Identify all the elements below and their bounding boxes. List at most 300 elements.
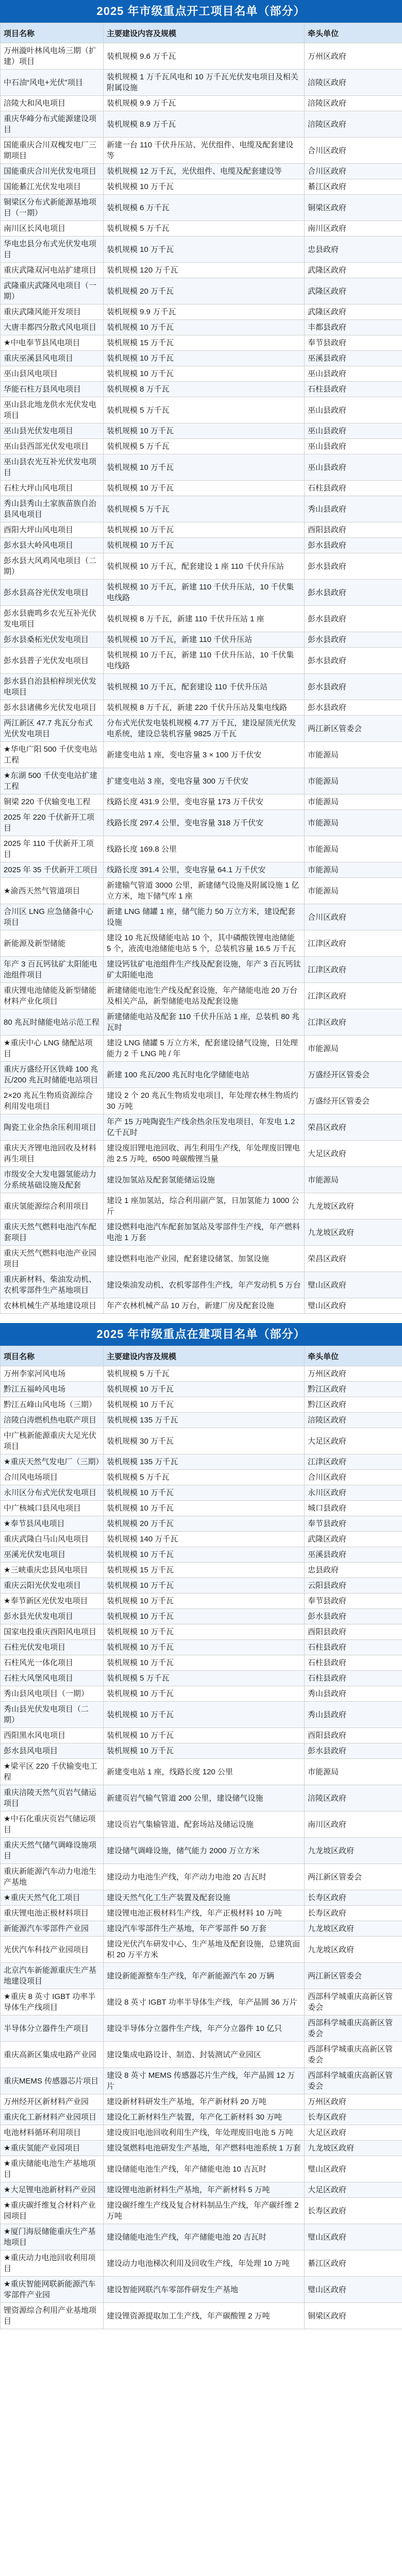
content-cell: 新建一台 110 千伏升压站、光伏组件、电缆及配套建设等 [104, 138, 305, 164]
project-name-cell: 重庆天然气燃料电池产业园项目 [1, 1246, 104, 1272]
table-row [1, 768, 402, 794]
project-name-cell: 国家电投重庆酉阳风电项目 [1, 1624, 104, 1640]
content-cell: 装机规模 10 万千瓦 [104, 423, 305, 439]
project-name-cell: 万州漩叶林风电场三期（扩建）项目 [1, 43, 104, 70]
project-name-cell: 重庆氢能源综合利用项目 [1, 1193, 104, 1219]
content-cell: 建设氢燃料电池研发生产基地，年产燃料电池系统 1 万套 [104, 2141, 305, 2156]
lead-unit-cell: 大足区政府 [305, 1141, 402, 1167]
content-cell: 装机规模 140 万千瓦 [104, 1532, 305, 1547]
lead-unit-cell: 忠县政府 [305, 236, 402, 263]
table-row [1, 335, 402, 351]
table-row [1, 2141, 402, 2156]
lead-unit-cell: 九龙坡区政府 [305, 1219, 402, 1246]
lead-unit-cell: 市能源局 [305, 768, 402, 794]
project-name-cell: 中石油“风电+光伏”项目 [1, 70, 104, 96]
content-cell: 分布式光伏发电装机规模 4.77 万千瓦，建设屋顶光伏发电系统，建设总装机容量 9825 万千瓦 [104, 716, 305, 742]
table-row [1, 1728, 402, 1743]
project-name-cell: 2025 年 110 千伏新开工项目 [1, 836, 104, 862]
project-name-cell: 合川风电场项目 [1, 1470, 104, 1485]
content-cell: 装机规模 135 万千瓦 [104, 1454, 305, 1470]
table-row [1, 1397, 402, 1413]
lead-unit-cell: 彭水县政府 [305, 700, 402, 716]
project-name-cell: 年产 3 百瓦钙钛矿太阳能电池组件项目 [1, 957, 104, 983]
project-name-cell: 秀山县风电项目（一期） [1, 1686, 104, 1702]
table-row [1, 1246, 402, 1272]
lead-unit-cell: 黔江区政府 [305, 1382, 402, 1397]
lead-unit-cell: 荣昌区政府 [305, 1114, 402, 1141]
project-name-cell: 黔江五福岭风电场 [1, 1382, 104, 1397]
project-name-cell: 万州经开区新材料产业园 [1, 2094, 104, 2110]
content-cell: 装机规模 10 万千瓦 [104, 1594, 305, 1609]
project-name-cell: 重庆天然气燃料电池汽车配套项目 [1, 1219, 104, 1246]
table-row [1, 1743, 402, 1759]
content-cell: 建设锂电池正极材料生产线，年产正极材料 10 万吨 [104, 1906, 305, 1921]
table-row [1, 2068, 402, 2094]
project-name-cell: 中广核城口县风电项目 [1, 1501, 104, 1516]
lead-unit-cell: 九龙坡区政府 [305, 1921, 402, 1937]
lead-unit-cell: 市能源局 [305, 1759, 402, 1785]
table-row [1, 1532, 402, 1547]
table-row [1, 1989, 402, 2015]
content-cell: 装机规模 10 万千瓦 [104, 1640, 305, 1655]
project-name-cell: 万州李家河风电场 [1, 1366, 104, 1382]
project-name-cell: ★梁平区 220 千伏输变电工程 [1, 1759, 104, 1785]
project-name-cell: 彭水县自治县柏梓坝光伏发电项目 [1, 674, 104, 700]
content-cell: 装机规模 8.9 万千瓦 [104, 111, 305, 138]
table-row [1, 1624, 402, 1640]
content-cell: 建设 8 英寸 IGBT 功率半导体生产线，年产晶圆 36 万片 [104, 1989, 305, 2015]
lead-unit-cell: 万盛经开区管委会 [305, 1062, 402, 1088]
content-cell: 建设加氢站及配套氢能储运设施 [104, 1167, 305, 1193]
table-row [1, 1272, 402, 1298]
table-row [1, 538, 402, 553]
lead-unit-cell: 市能源局 [305, 878, 402, 904]
lead-unit-cell: 长寿区政府 [305, 1890, 402, 1906]
table-row [1, 1963, 402, 1989]
content-cell: 扩建变电站 3 座，变电容量 300 万千伏安 [104, 768, 305, 794]
content-cell: 装机规模 5 万千瓦 [104, 496, 305, 522]
content-cell: 建设新能源整车生产线，年产新能源汽车 20 万辆 [104, 1963, 305, 1989]
content-cell: 装机规模 9.9 万千瓦 [104, 304, 305, 320]
content-cell: 建设光伏汽车研发中心、生产基地及配套设施，总建筑面积 20 万平方米 [104, 1937, 305, 1963]
project-name-cell: 巫山县风电项目 [1, 366, 104, 382]
table-row [1, 983, 402, 1009]
project-name-cell: 彭水县光伏发电项目 [1, 1609, 104, 1624]
table-row [1, 1609, 402, 1624]
lead-unit-cell: 彭水县政府 [305, 1609, 402, 1624]
content-cell: 线路长度 169.8 公里 [104, 836, 305, 862]
lead-unit-cell: 西部科学城重庆高新区管委会 [305, 2015, 402, 2042]
lead-unit-cell: 江津区政府 [305, 983, 402, 1009]
content-cell: 建设动力电池梯次利用及回收生产线，年处理 10 万吨 [104, 2250, 305, 2277]
column-header-lead-unit: 牵头单位 [305, 1346, 402, 1366]
content-cell: 装机规模 10 万千瓦 [104, 481, 305, 496]
table-row [1, 1036, 402, 1062]
content-cell: 装机规模 10 万千瓦 [104, 1547, 305, 1563]
content-cell: 装机规模 10 万千瓦 [104, 1686, 305, 1702]
project-name-cell: 中广核新能源重庆大足光伏项目 [1, 1428, 104, 1454]
table-row [1, 423, 402, 439]
content-cell: 建设半导体分立器件生产线，年产分立器件 10 亿只 [104, 2015, 305, 2042]
project-name-cell: 石柱大风堡风电项目 [1, 1671, 104, 1686]
content-cell: 建设化工新材料生产装置，年产化工新材料 30 万吨 [104, 2110, 305, 2125]
content-cell: 装机规模 10 万千瓦 [104, 179, 305, 195]
content-cell: 装机规模 8 万千瓦，新建 110 千伏升压站 1 座 [104, 606, 305, 632]
content-cell: 装机规模 10 万千瓦 [104, 1397, 305, 1413]
project-name-cell: ★中石化重庆页岩气储运项目 [1, 1811, 104, 1838]
content-cell: 新建变电站 1 座，线路长度 120 公里 [104, 1759, 305, 1785]
lead-unit-cell: 綦江区政府 [305, 179, 402, 195]
table2-title: 2025 年市级重点在建项目名单（部分） [0, 1323, 402, 1346]
table-row [1, 1811, 402, 1838]
project-name-cell: ★重庆中心 LNG 储配站项目 [1, 1036, 104, 1062]
lead-unit-cell: 万盛经开区管委会 [305, 1088, 402, 1114]
project-name-cell: 巫山县西部光伏发电项目 [1, 439, 104, 454]
table-row [1, 439, 402, 454]
content-cell: 线路长度 391.4 公里，变电容量 64.1 万千伏安 [104, 862, 305, 878]
content-cell: 建设 8 英寸 MEMS 传感器芯片生产线，年产晶圆 12 万片 [104, 2068, 305, 2094]
lead-unit-cell: 长寿区政府 [305, 1906, 402, 1921]
content-cell: 新建储能电站及配套 110 千伏升压站 1 座，总装机 80 兆瓦时 [104, 1009, 305, 1036]
content-cell: 装机规模 10 万千瓦 [104, 522, 305, 538]
project-name-cell: 锂资源综合利用产业基地项目 [1, 2303, 104, 2329]
content-cell: 建设 2 个 20 兆瓦生物质发电项目，年处理农林生物质约 30 万吨 [104, 1088, 305, 1114]
table-row [1, 1890, 402, 1906]
table-row [1, 1428, 402, 1454]
lead-unit-cell: 武隆区政府 [305, 1532, 402, 1547]
column-header-project-name: 项目名称 [1, 1346, 104, 1366]
project-name-cell: ★重庆 8 英寸 IGBT 功率半导体生产线项目 [1, 1989, 104, 2015]
content-cell: 装机规模 10 万千瓦 [104, 454, 305, 481]
table-row [1, 236, 402, 263]
project-name-cell: 铜梁 220 千伏输变电工程 [1, 794, 104, 810]
lead-unit-cell: 彭水县政府 [305, 606, 402, 632]
content-cell: 装机规模 10 万千瓦，新建 110 千伏升压站，10 千伏集电线路 [104, 648, 305, 674]
table-row [1, 1298, 402, 1314]
project-name-cell: 重庆新材料、柴油发动机、农机零部件生产基地项目 [1, 1272, 104, 1298]
project-name-cell: 2025 年 35 千伏新开工项目 [1, 862, 104, 878]
content-cell: 建设燃料电池产业园，配套建设储氢、加氢设施 [104, 1246, 305, 1272]
table2-body [1, 1366, 402, 2329]
content-cell: 建设 LNG 储罐 5 万立方米，配套建设储气设施，日处理能力 2 千 LNG 吨 / 年 [104, 1036, 305, 1062]
table-row [1, 1759, 402, 1785]
content-cell: 建设锂资源提取加工生产线，年产碳酸锂 2 万吨 [104, 2303, 305, 2329]
column-header-content: 主要建设内容及规模 [104, 1346, 305, 1366]
project-name-cell: ★重庆碳纤维复合材料产业园项目 [1, 2198, 104, 2224]
project-name-cell: 西阳黑水风电项目 [1, 1728, 104, 1743]
lead-unit-cell: 涪陵区政府 [305, 1785, 402, 1811]
project-name-cell: 彭水县普子光伏发电项目 [1, 648, 104, 674]
table-row [1, 862, 402, 878]
content-cell: 装机规模 10 万千瓦 [104, 351, 305, 366]
table-row [1, 1454, 402, 1470]
project-name-cell: ★大足锂电池新材料产业园 [1, 2182, 104, 2198]
lead-unit-cell: 云阳县政府 [305, 1578, 402, 1594]
content-cell: 装机规模 5 万千瓦 [104, 1671, 305, 1686]
table-row [1, 878, 402, 904]
content-cell: 装机规模 1 万千瓦风电和 10 万千瓦光伏发电项目及相关附属设施 [104, 70, 305, 96]
content-cell: 建设新材料研发生产基地，年产新材料 20 万吨 [104, 2094, 305, 2110]
project-name-cell: 80 兆瓦时储能电站示范工程 [1, 1009, 104, 1036]
content-cell: 建设动力电池生产线，年产动力电池 20 吉瓦时 [104, 1864, 305, 1890]
content-cell: 装机规模 5 万千瓦 [104, 1470, 305, 1485]
project-name-cell: 国能重庆合川光伏发电项目 [1, 164, 104, 179]
project-name-cell: 光伏汽车科技产业园项目 [1, 1937, 104, 1963]
lead-unit-cell: 丰都县政府 [305, 320, 402, 335]
table-row [1, 606, 402, 632]
content-cell: 建设碳纤维生产线及复合材料制品生产线，年产碳纤维 2 万吨 [104, 2198, 305, 2224]
table-row [1, 382, 402, 397]
content-cell: 建设 1 座加氢站，综合利用副产氢，日加氢能力 1000 公斤 [104, 1193, 305, 1219]
table-row [1, 957, 402, 983]
lead-unit-cell: 綦江区政府 [305, 2250, 402, 2277]
lead-unit-cell: 巫山县政府 [305, 454, 402, 481]
content-cell: 建设废旧电池回收利用生产线，年处理废旧电池 5 万吨 [104, 2125, 305, 2141]
project-name-cell: 重庆天然气储气调峰设施项目 [1, 1838, 104, 1864]
project-name-cell: 农林机械生产基地建设项目 [1, 1298, 104, 1314]
project-name-cell: ★渝西天然气管道项目 [1, 878, 104, 904]
project-name-cell: 重庆高新区集成电路产业园 [1, 2042, 104, 2068]
lead-unit-cell: 涪陵区政府 [305, 96, 402, 111]
content-cell: 建设储能电池生产线，年产储能电池 20 吉瓦时 [104, 2224, 305, 2250]
lead-unit-cell: 忠县政府 [305, 1563, 402, 1578]
project-name-cell: 大唐丰都四分散式风电项目 [1, 320, 104, 335]
lead-unit-cell: 秀山县政府 [305, 1702, 402, 1728]
lead-unit-cell: 石柱县政府 [305, 1671, 402, 1686]
lead-unit-cell: 璧山区政府 [305, 2224, 402, 2250]
content-cell: 装机规模 15 万千瓦 [104, 1563, 305, 1578]
content-cell: 装机规模 10 万千瓦 [104, 1578, 305, 1594]
content-cell: 建设锂电池新材料生产基地，年产新材料 5 万吨 [104, 2182, 305, 2198]
lead-unit-cell: 秀山县政府 [305, 496, 402, 522]
table-row [1, 1193, 402, 1219]
project-name-cell: 陶瓷工业余热余压利用项目 [1, 1114, 104, 1141]
lead-unit-cell: 市能源局 [305, 1036, 402, 1062]
project-name-cell: 彭水县风电项目 [1, 1743, 104, 1759]
project-name-cell: 重庆涪陵天然气页岩气储运项目 [1, 1785, 104, 1811]
content-cell: 新建储能电池生产线及配套设施，年产储能电池 20 万台及相关产品，新型储能电站及配套设施 [104, 983, 305, 1009]
table-row [1, 1167, 402, 1193]
lead-unit-cell: 九龙坡区政府 [305, 1193, 402, 1219]
lead-unit-cell: 酉阳县政府 [305, 522, 402, 538]
project-name-cell: 华电忠县分布式光伏发电项目 [1, 236, 104, 263]
table-row [1, 1640, 402, 1655]
lead-unit-cell: 万州区政府 [305, 1366, 402, 1382]
lead-unit-cell: 合川区政府 [305, 164, 402, 179]
table-row [1, 1702, 402, 1728]
lead-unit-cell: 两江新区管委会 [305, 1963, 402, 1989]
lead-unit-cell: 市能源局 [305, 810, 402, 836]
table-row [1, 553, 402, 580]
project-name-cell: 重庆锂电池储能及新型储能材料产业化项目 [1, 983, 104, 1009]
content-cell: 装机规模 135 万千瓦 [104, 1413, 305, 1428]
lead-unit-cell: 合川区政府 [305, 1470, 402, 1485]
content-cell: 新建变电站 1 座，变电容量 3 × 100 万千伏安 [104, 742, 305, 768]
table-row [1, 481, 402, 496]
project-name-cell: 黔江五峰山风电场（三期） [1, 1397, 104, 1413]
project-name-cell: 巫山县北地龙供水光伏发电项目 [1, 397, 104, 423]
table-row [1, 366, 402, 382]
table-row [1, 138, 402, 164]
table-row [1, 2182, 402, 2198]
project-name-cell: ★三峡重庆忠县风电项目 [1, 1563, 104, 1578]
content-cell: 装机规模 9.9 万千瓦 [104, 96, 305, 111]
table-row [1, 2277, 402, 2303]
table-row [1, 1516, 402, 1532]
project-name-cell: ★华电广阳 500 千伏变电站工程 [1, 742, 104, 768]
project-name-cell: 彭水县高谷光伏发电项目 [1, 580, 104, 606]
content-cell: 装机规模 10 万千瓦 [104, 1728, 305, 1743]
project-name-cell: 巫山县光伏发电项目 [1, 423, 104, 439]
table-row [1, 164, 402, 179]
table-row [1, 1838, 402, 1864]
project-name-cell: 彭水县诸佛乡光伏发电项目 [1, 700, 104, 716]
table-row [1, 496, 402, 522]
project-name-cell: 重庆MEMS 传感器芯片项目 [1, 2068, 104, 2094]
project-name-cell: ★重庆储能电池生产基地项目 [1, 2156, 104, 2182]
content-cell: 装机规模 10 万千瓦 [104, 1655, 305, 1671]
content-cell: 新建页岩气输气管道 200 公里，建设储气设施 [104, 1785, 305, 1811]
table1-body [1, 43, 402, 1314]
table-row [1, 1219, 402, 1246]
lead-unit-cell: 长寿区政府 [305, 2110, 402, 2125]
project-name-cell: 彭水县大风鸡风电项目（二期） [1, 553, 104, 580]
table-row [1, 2125, 402, 2141]
project-name-cell: 北京汽车新能源重庆生产基地建设项目 [1, 1963, 104, 1989]
table-row [1, 2042, 402, 2068]
content-cell: 装机规模 5 万千瓦 [104, 397, 305, 423]
project-name-cell: 2025 年 220 千伏新开工项目 [1, 810, 104, 836]
table-row [1, 716, 402, 742]
lead-unit-cell: 大足区政府 [305, 2182, 402, 2198]
table-row [1, 1547, 402, 1563]
content-cell: 建设天然气化工生产装置及配套设施 [104, 1890, 305, 1906]
content-cell: 新建 100 兆瓦/200 兆瓦时电化学储能电站 [104, 1062, 305, 1088]
content-cell: 装机规模 10 万千瓦 [104, 366, 305, 382]
column-header-project-name: 项目名称 [1, 23, 104, 43]
content-cell: 建设页岩气集输管道、配套场站及储运设施 [104, 1811, 305, 1838]
lead-unit-cell: 合川区政府 [305, 904, 402, 930]
lead-unit-cell: 彭水县政府 [305, 632, 402, 648]
table1-header-row [1, 23, 402, 43]
lead-unit-cell: 彭水县政府 [305, 648, 402, 674]
content-cell: 建设燃料电池汽车配套加氢站及零部件生产线，年产燃料电池 1 万套 [104, 1219, 305, 1246]
key-ongoing-projects-table [0, 1346, 402, 2329]
content-cell: 年产农林机械产品 10 万台，新建厂房及配套设施 [104, 1298, 305, 1314]
lead-unit-cell: 九龙坡区政府 [305, 1937, 402, 1963]
content-cell: 装机规模 10 万千瓦，新建 110 千伏升压站，10 千伏集电线路 [104, 580, 305, 606]
content-cell: 建设储能电池生产线，年产储能电池 10 吉瓦时 [104, 2156, 305, 2182]
project-name-cell: 重庆新能源汽车动力电池生产基地 [1, 1864, 104, 1890]
lead-unit-cell: 市能源局 [305, 794, 402, 810]
table-row [1, 836, 402, 862]
content-cell: 线路长度 297.4 公里，变电容量 318 万千伏安 [104, 810, 305, 836]
table-row [1, 320, 402, 335]
lead-unit-cell: 市能源局 [305, 836, 402, 862]
table-row [1, 742, 402, 768]
table-row [1, 1921, 402, 1937]
table-row [1, 397, 402, 423]
table-row [1, 70, 402, 96]
lead-unit-cell: 石柱县政府 [305, 1655, 402, 1671]
project-name-cell: 彭水县鹿鸣乡农光互补光伏发电项目 [1, 606, 104, 632]
table-row [1, 1594, 402, 1609]
content-cell: 建设 10 兆瓦级储能电站 10 个，其中磷酸铁锂电池储能 5 个，液流电池储能电站 5 个，总装机容量 16.5 万千瓦 [104, 930, 305, 957]
lead-unit-cell: 石柱县政府 [305, 481, 402, 496]
lead-unit-cell: 江津区政府 [305, 1454, 402, 1470]
lead-unit-cell: 长寿区政府 [305, 2198, 402, 2224]
project-name-cell: 新能源汽车零部件产业园 [1, 1921, 104, 1937]
table-row [1, 1785, 402, 1811]
table-row [1, 111, 402, 138]
table-row [1, 1864, 402, 1890]
lead-unit-cell: 两江新区管委会 [305, 1864, 402, 1890]
table-row [1, 648, 402, 674]
content-cell: 装机规模 120 万千瓦 [104, 263, 305, 278]
content-cell: 装机规模 10 万千瓦 [104, 320, 305, 335]
table-row [1, 2303, 402, 2329]
project-name-cell: 国能重庆合川双槐发电厂三期项目 [1, 138, 104, 164]
content-cell: 装机规模 30 万千瓦 [104, 1428, 305, 1454]
project-name-cell: ★重庆动力电池回收利用项目 [1, 2250, 104, 2277]
project-name-cell: ★重庆天然气化工项目 [1, 1890, 104, 1906]
table-row [1, 2198, 402, 2224]
lead-unit-cell: 涪陵区政府 [305, 70, 402, 96]
lead-unit-cell: 巫溪县政府 [305, 1547, 402, 1563]
project-name-cell: 酉阳大坪山风电项目 [1, 522, 104, 538]
project-name-cell: ★重庆智能网联新能源汽车零部件产业园 [1, 2277, 104, 2303]
content-cell: 建设汽车零部件生产基地，年产零部件 50 万套 [104, 1921, 305, 1937]
project-name-cell: ★厦门海辰储能重庆生产基地项目 [1, 2224, 104, 2250]
project-name-cell: 永川区分布式光伏发电项目 [1, 1485, 104, 1501]
table-row [1, 522, 402, 538]
table-row [1, 2224, 402, 2250]
project-name-cell: 巫山县农光互补光伏发电项目 [1, 454, 104, 481]
lead-unit-cell: 西部科学城重庆高新区管委会 [305, 2068, 402, 2094]
content-cell: 装机规模 10 万千瓦 [104, 236, 305, 263]
table-row [1, 810, 402, 836]
table-row [1, 195, 402, 221]
table-row [1, 1366, 402, 1382]
table-row [1, 1485, 402, 1501]
table-row [1, 700, 402, 716]
table-row [1, 1088, 402, 1114]
lead-unit-cell: 西部科学城重庆高新区管委会 [305, 1989, 402, 2015]
lead-unit-cell: 璧山区政府 [305, 2277, 402, 2303]
project-name-cell: 2×20 兆瓦生物质资源综合利用发电项目 [1, 1088, 104, 1114]
column-header-content: 主要建设内容及规模 [104, 23, 305, 43]
content-cell: 装机规模 5 万千瓦 [104, 1366, 305, 1382]
lead-unit-cell: 璧山区政府 [305, 1272, 402, 1298]
content-cell: 装机规模 20 万千瓦 [104, 278, 305, 304]
lead-unit-cell: 万州区政府 [305, 43, 402, 70]
project-name-cell: 重庆化工新材料产业园项目 [1, 2110, 104, 2125]
table-row [1, 1578, 402, 1594]
project-name-cell: 秀山县光伏发电项目（二期） [1, 1702, 104, 1728]
lead-unit-cell: 江津区政府 [305, 1009, 402, 1036]
content-cell: 装机规模 10 万千瓦 [104, 1609, 305, 1624]
lead-unit-cell: 巫山县政府 [305, 423, 402, 439]
table-row [1, 1114, 402, 1141]
section-spacer [0, 1314, 402, 1323]
table-row [1, 96, 402, 111]
lead-unit-cell: 两江新区管委会 [305, 716, 402, 742]
project-name-cell: 铜梁区分布式新能源基地项目（一期） [1, 195, 104, 221]
table-row [1, 904, 402, 930]
table-row [1, 580, 402, 606]
lead-unit-cell: 酉阳县政府 [305, 1728, 402, 1743]
lead-unit-cell: 西部科学城重庆高新区管委会 [305, 2042, 402, 2068]
